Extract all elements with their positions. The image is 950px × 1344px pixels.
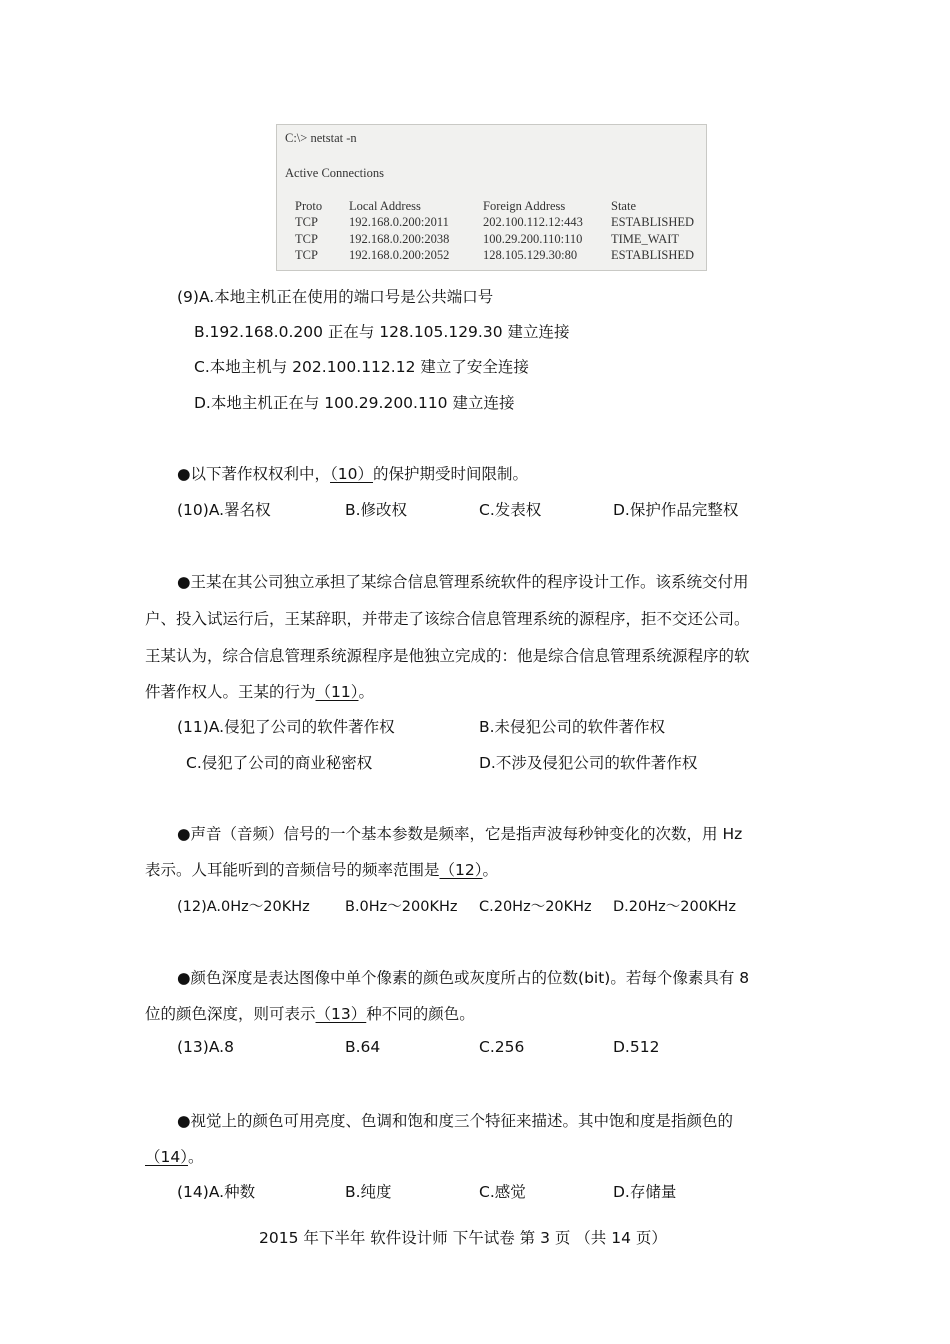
q14-line-2 xyxy=(145,1145,204,1167)
q12-line-2-pre: 表示。人耳能听到的音频信号的频率范围是 xyxy=(145,861,440,879)
q10-option-b: B.修改权 xyxy=(345,501,408,519)
q11-line-4-pre: 件著作权人。王某的行为 xyxy=(145,683,316,701)
q12-option-b: B.0Hz～200KHz xyxy=(345,899,458,915)
q14-line-2-post: 。 xyxy=(187,1148,204,1166)
q12-option-d: D.20Hz～200KHz xyxy=(613,899,736,915)
q12-line-2 xyxy=(145,858,498,880)
netstat-heading: Active Connections xyxy=(285,166,384,180)
q11-line-2: 户、投入试运行后，王某辞职，并带走了该综合信息管理系统的源程序，拒不交还公司。 xyxy=(145,610,750,628)
row-3-foreign: 128.105.129.30:80 xyxy=(483,248,578,262)
q13-option-c: C.256 xyxy=(479,1038,525,1056)
q10-stem-post: 的保护期受时间限制。 xyxy=(373,465,529,483)
q10-option-d: D.保护作品完整权 xyxy=(613,501,739,519)
q13-line-2 xyxy=(145,1002,475,1024)
row-1-state: ESTABLISHED xyxy=(611,215,695,229)
q14-option-a: (14)A.种数 xyxy=(177,1183,256,1201)
q12-line-1: ●声音（音频）信号的一个基本参数是频率，它是指声波每秒钟变化的次数，用 Hz xyxy=(177,825,743,843)
q11-line-4-post: 。 xyxy=(358,683,375,701)
q11-option-a: (11)A.侵犯了公司的软件著作权 xyxy=(177,718,395,736)
q10-stem-pre: ●以下著作权权利中， xyxy=(177,465,331,483)
q12-option-c: C.20Hz～20KHz xyxy=(479,899,592,915)
row-3-local: 192.168.0.200:2052 xyxy=(349,248,450,262)
row-2-local: 192.168.0.200:2038 xyxy=(349,232,450,246)
q14-option-c: C.感觉 xyxy=(479,1183,526,1201)
q13-option-b: B.64 xyxy=(345,1038,381,1056)
q13-line-2-pre: 位的颜色深度，则可表示 xyxy=(145,1005,316,1023)
row-2-proto: TCP xyxy=(295,232,318,246)
q12-option-a: (12)A.0Hz～20KHz xyxy=(177,899,310,915)
q14-option-d: D.存储量 xyxy=(613,1183,677,1201)
row-3-proto: TCP xyxy=(295,248,318,262)
q13-option-d: D.512 xyxy=(613,1038,660,1056)
row-1-foreign: 202.100.112.12:443 xyxy=(483,215,583,229)
q10-option-c: C.发表权 xyxy=(479,501,542,519)
q11-line-3: 王某认为，综合信息管理系统源程序是他独立完成的：他是综合信息管理系统源程序的软 xyxy=(145,647,750,665)
q9-option-a: (9)A.本地主机正在使用的端口号是公共端口号 xyxy=(177,288,494,306)
q11-option-b: B.未侵犯公司的软件著作权 xyxy=(479,718,666,736)
row-2-state: TIME_WAIT xyxy=(611,232,680,246)
q10-blank: （10） xyxy=(330,465,374,483)
q11-line-4 xyxy=(145,680,374,702)
q12-line-2-post: 。 xyxy=(482,861,499,879)
row-3-state: ESTABLISHED xyxy=(611,248,695,262)
row-1-proto: TCP xyxy=(295,215,318,229)
q10-stem xyxy=(177,462,528,484)
q9-option-c: C.本地主机与 202.100.112.12 建立了安全连接 xyxy=(194,358,529,376)
col-foreign-address: Foreign Address xyxy=(483,199,566,213)
row-1-local: 192.168.0.200:2011 xyxy=(349,215,449,229)
q9-option-b: B.192.168.0.200 正在与 128.105.129.30 建立连接 xyxy=(194,323,570,341)
netstat-figure xyxy=(276,124,707,271)
q13-blank: （13） xyxy=(315,1005,367,1023)
q11-blank: （11） xyxy=(315,683,359,701)
q12-blank: （12） xyxy=(439,861,483,879)
q11-option-d: D.不涉及侵犯公司的软件著作权 xyxy=(479,754,698,772)
row-2-foreign: 100.29.200.110:110 xyxy=(483,232,583,246)
q14-line-1: ●视觉上的颜色可用亮度、色调和饱和度三个特征来描述。其中饱和度是指颜色的 xyxy=(177,1112,734,1130)
q14-option-b: B.纯度 xyxy=(345,1183,392,1201)
q14-blank: （14） xyxy=(145,1148,188,1166)
col-state: State xyxy=(611,199,636,213)
q10-option-a: (10)A.署名权 xyxy=(177,501,271,519)
q13-line-1: ●颜色深度是表达图像中单个像素的颜色或灰度所占的位数(bit)。若每个像素具有 8 xyxy=(177,969,750,987)
q13-option-a: (13)A.8 xyxy=(177,1038,234,1056)
col-local-address: Local Address xyxy=(349,199,421,213)
netstat-command: C:\> netstat -n xyxy=(285,131,357,145)
q11-option-c: C.侵犯了公司的商业秘密权 xyxy=(186,754,373,772)
col-proto: Proto xyxy=(295,199,323,213)
q11-line-1: ●王某在其公司独立承担了某综合信息管理系统软件的程序设计工作。该系统交付用 xyxy=(177,573,749,591)
page-footer: 2015 年下半年 软件设计师 下午试卷 第 3 页 （共 14 页） xyxy=(259,1229,667,1247)
q9-option-d: D.本地主机正在与 100.29.200.110 建立连接 xyxy=(194,394,515,412)
q13-line-2-post: 种不同的颜色。 xyxy=(366,1005,475,1023)
